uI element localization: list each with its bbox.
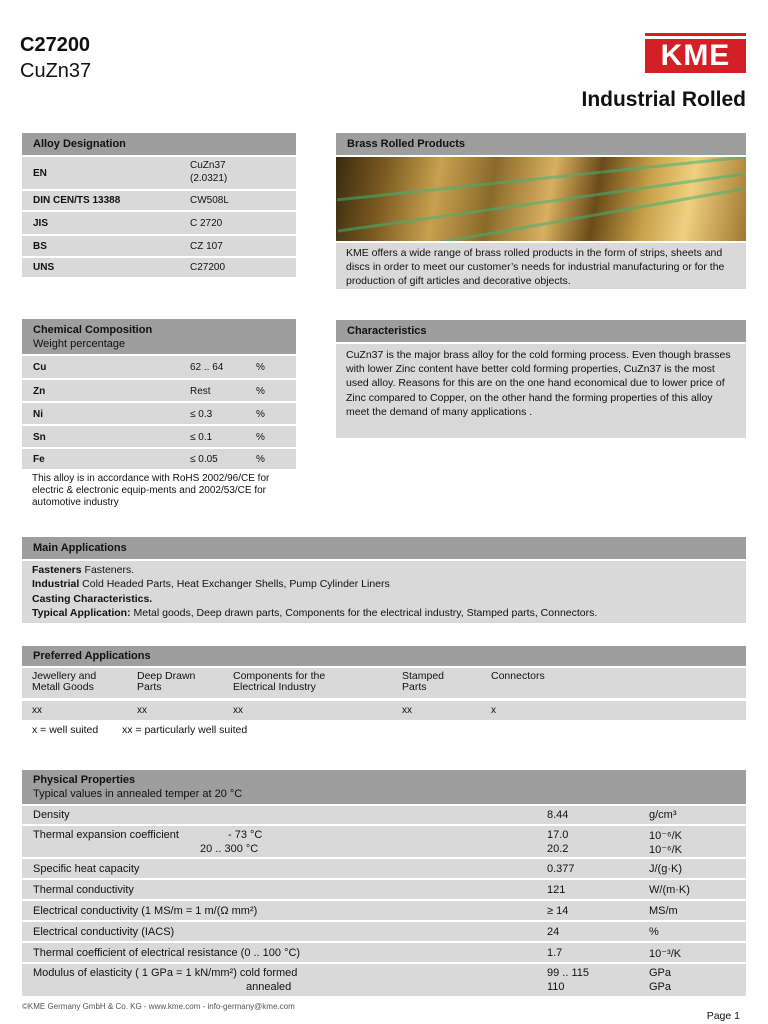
chemical-subtitle: Weight percentage — [33, 338, 126, 350]
property-unit: 10⁻³/K — [649, 948, 682, 960]
characteristics-header: Characteristics — [336, 320, 746, 342]
property-value-2: 110 — [547, 981, 565, 993]
row-value: CZ 107 — [190, 241, 223, 252]
alloy-name: CuZn37 — [20, 60, 92, 82]
physical-subtitle: Typical values in annealed temper at 20 °C — [33, 788, 243, 800]
preferred-value: x — [491, 705, 496, 716]
preferred-column-header: Deep Drawn Parts — [137, 670, 196, 693]
preferred-values-row — [22, 701, 746, 720]
page-number: Page 1 — [706, 1010, 740, 1022]
property-unit: % — [649, 926, 659, 938]
chemical-header — [22, 319, 296, 354]
application-line: Industrial Cold Headed Parts, Heat Exchanger Shells, Pump Cylinder Liners — [32, 578, 390, 591]
property-unit: J/(g·K) — [649, 863, 682, 875]
preferred-column-header: Components for the Electrical Industry — [233, 670, 326, 693]
property-unit-2: GPa — [649, 981, 672, 993]
property-unit: GPa — [649, 967, 672, 979]
application-line: Casting Characteristics. — [32, 592, 153, 605]
property-label: Electrical conductivity (1 MS/m = 1 m/(Ω mm²) — [33, 905, 258, 917]
element-value: ≤ 0.3 — [190, 409, 213, 420]
element-symbol: Ni — [33, 409, 43, 420]
property-label-b: annealed — [246, 981, 292, 993]
main-applications-body — [22, 561, 746, 623]
table-row — [22, 941, 746, 962]
property-label-a: - 73 °C — [228, 829, 263, 841]
physical-title: Physical Properties — [33, 774, 136, 786]
footer-contact: ©KME Germany GmbH & Co. KG - www.kme.com - info-germany@kme.com — [22, 1002, 295, 1011]
table-row — [22, 857, 746, 878]
preferred-columns-row — [22, 668, 746, 698]
alloy-designation-table — [22, 133, 296, 277]
element-unit: % — [256, 409, 265, 420]
property-value: 121 — [547, 884, 566, 896]
application-line: Fasteners Fasteners. — [32, 564, 135, 576]
table-row — [22, 920, 746, 941]
element-unit: % — [256, 432, 265, 443]
table-row — [22, 155, 296, 189]
preferred-column-header: Stamped Parts — [402, 670, 445, 693]
preferred-value: xx — [402, 705, 412, 716]
page-subtitle: Industrial Rolled — [581, 88, 746, 111]
alloy-code: C27200 — [20, 34, 91, 56]
application-line: Typical Application: Metal goods, Deep drawn parts, Components for the electrical industry, Stamped parts, Connectors. — [32, 607, 598, 620]
table-row — [22, 256, 296, 277]
element-unit: % — [256, 362, 265, 373]
table-row — [22, 424, 296, 447]
element-symbol: Zn — [33, 386, 46, 397]
physical-properties-table — [22, 770, 746, 996]
row-label: UNS — [33, 262, 55, 273]
row-label: JIS — [33, 218, 49, 229]
preferred-legend-2: xx = particularly well suited — [122, 724, 248, 736]
main-applications-header: Main Applications — [22, 537, 746, 559]
table-row — [22, 962, 746, 996]
property-value: 24 — [547, 926, 560, 938]
table-row — [22, 354, 296, 378]
brass-coils-image — [336, 157, 746, 241]
property-value-2: 20.2 — [547, 843, 569, 855]
property-label: Thermal conductivity — [33, 884, 134, 896]
preferred-value: xx — [137, 705, 147, 716]
table-row — [22, 899, 746, 920]
table-row — [22, 878, 746, 899]
property-value: 0.377 — [547, 863, 575, 875]
table-row — [22, 210, 296, 234]
property-value: 1.7 — [547, 947, 563, 959]
element-unit: % — [256, 454, 265, 465]
property-label: Modulus of elasticity ( 1 GPa = 1 kN/mm²) cold formed — [33, 967, 298, 979]
property-unit-2: 10⁻⁶/K — [649, 844, 682, 856]
element-symbol: Cu — [33, 362, 47, 373]
brass-products-header: Brass Rolled Products — [336, 133, 746, 155]
table-row — [22, 378, 296, 401]
property-label: Electrical conductivity (IACS) — [33, 926, 175, 938]
element-unit: % — [256, 386, 265, 397]
property-label: Specific heat capacity — [33, 863, 140, 875]
preferred-legend-1: x = well suited — [32, 724, 99, 736]
rohs-note: This alloy is in accordance with RoHS 2002/96/CE for electric & electronic equip-ments and 2002/53/CE for automotive industry — [32, 473, 270, 508]
property-label: Density — [33, 809, 70, 821]
row-label: BS — [33, 241, 47, 252]
row-label: EN — [33, 168, 47, 179]
row-value: CW508L — [190, 195, 229, 206]
preferred-applications-header: Preferred Applications — [22, 646, 746, 666]
table-row — [22, 804, 746, 824]
property-value: ≥ 14 — [547, 905, 569, 917]
property-unit: W/(m·K) — [649, 884, 690, 896]
preferred-value: xx — [233, 705, 243, 716]
table-row — [22, 189, 296, 210]
property-unit: MS/m — [649, 905, 678, 917]
preferred-column-header: Connectors — [491, 670, 545, 682]
alloy-designation-header: Alloy Designation — [22, 133, 296, 155]
property-unit: 10⁻⁶/K — [649, 830, 682, 842]
row-label: DIN CEN/TS 13388 — [33, 195, 121, 206]
preferred-value: xx — [32, 705, 42, 716]
property-value: 8.44 — [547, 809, 569, 821]
brass-products-description: KME offers a wide range of brass rolled products in the form of strips, sheets and discs in order to meet our customer’s needs for industrial manufacturing or for the production of gift articles and decorative objects. — [336, 243, 746, 289]
element-value: Rest — [190, 386, 211, 397]
row-value: C27200 — [190, 262, 226, 273]
row-value: C 2720 — [190, 218, 223, 229]
element-value: ≤ 0.1 — [190, 432, 213, 443]
characteristics-text: CuZn37 is the major brass alloy for the cold forming process. Even though brasses with lower Zinc content have better cold forming properties, CuZn37 is the most used alloy. Reasons for this are on the one hand economical due to lower price of Zinc compared to Copper, on the other hand the forming properties of this alloy meet the demand of many applications . — [336, 344, 746, 438]
element-symbol: Fe — [33, 454, 45, 465]
table-row — [22, 447, 296, 469]
element-value: 62 .. 64 — [190, 362, 224, 373]
property-unit: g/cm³ — [649, 809, 677, 821]
kme-logo: KME — [645, 36, 746, 73]
property-label: Thermal expansion coefficient — [33, 829, 179, 841]
preferred-column-header: Jewellery and Metall Goods — [32, 670, 97, 693]
property-label-b: 20 .. 300 °C — [200, 843, 259, 855]
row-value: CuZn37 — [190, 160, 226, 171]
element-value: ≤ 0.05 — [190, 454, 218, 465]
property-value: 99 .. 115 — [547, 967, 589, 979]
table-row — [22, 234, 296, 256]
property-label: Thermal coefficient of electrical resistance (0 .. 100 °C) — [33, 947, 301, 959]
property-value: 17.0 — [547, 829, 569, 841]
physical-header — [22, 770, 746, 804]
chemical-composition-table — [22, 319, 296, 469]
element-symbol: Sn — [33, 432, 46, 443]
table-row — [22, 824, 746, 857]
chemical-title: Chemical Composition — [33, 324, 153, 336]
table-row — [22, 401, 296, 424]
row-value-2: (2.0321) — [190, 173, 228, 184]
